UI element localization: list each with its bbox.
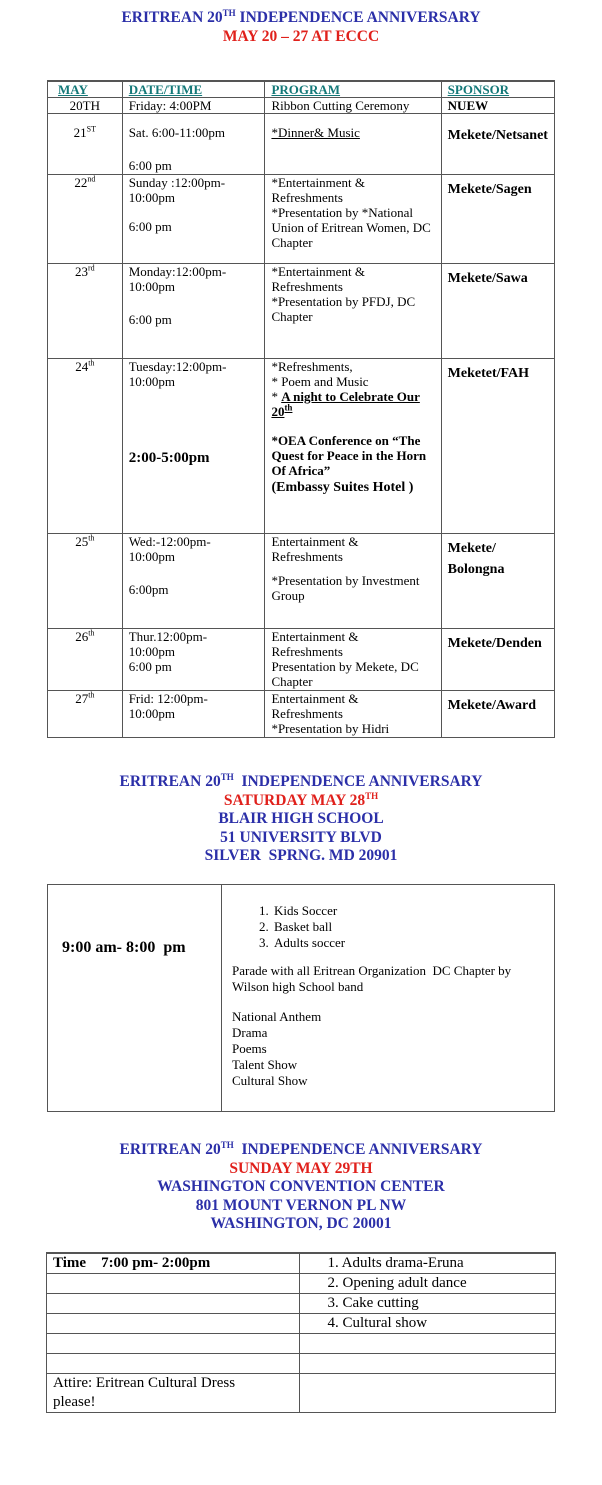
header-main-title: ERITREAN 20TH INDEPENDENCE ANNIVERSARY xyxy=(121,7,481,26)
header-sunday xyxy=(0,1141,602,1234)
list-item: Poems xyxy=(232,1041,267,1056)
header-saturday-city: SILVER SPRNG. MD 20901 xyxy=(204,847,398,864)
date-cell: Monday:12:00pm-10:00pm 6:00 pm xyxy=(122,264,265,359)
list-item: National Anthem xyxy=(232,1009,322,1024)
empty-cell xyxy=(299,1354,556,1374)
list-item: 1. Kids Soccer xyxy=(272,903,544,919)
parade-text: Parade with all Eritrean Organization DC Chapter by Wilson high School band xyxy=(232,963,515,994)
sponsor-cell: Mekete/Netsanet xyxy=(441,114,554,175)
program-cell: Entertainment & Refreshments *Presentation by Investment Group xyxy=(265,534,441,629)
date-cell: Sunday :12:00pm-10:00pm 6:00 pm xyxy=(122,175,265,264)
list-item: 2. Opening adult dance xyxy=(299,1274,556,1294)
date-cell: Frid: 12:00pm-10:00pm xyxy=(122,691,265,738)
sunday-time: Time 7:00 pm- 2:00pm xyxy=(47,1253,300,1274)
col-header-may: MAY xyxy=(48,81,123,98)
table-row xyxy=(48,114,555,175)
header-sunday-venue: WASHINGTON CONVENTION CENTER xyxy=(157,1178,445,1195)
program-cell: Entertainment & Refreshments *Presentation by Hidri xyxy=(265,691,441,738)
empty-cell xyxy=(47,1314,300,1334)
day-cell: 27th xyxy=(48,691,123,738)
header-saturday-title: ERITREAN 20TH INDEPENDENCE ANNIVERSARY xyxy=(119,771,483,790)
table-row xyxy=(48,359,555,534)
table-row xyxy=(47,1253,556,1274)
saturday-activities xyxy=(222,885,555,1112)
header-saturday-address: 51 UNIVERSITY BLVD xyxy=(220,828,382,846)
table-row xyxy=(47,1274,556,1294)
list-item: Cultural Show xyxy=(232,1073,308,1088)
attire-note: Attire: Eritrean Cultural Dress please! xyxy=(47,1374,300,1413)
header-saturday-date: SATURDAY MAY 28TH xyxy=(223,790,379,809)
sponsor-cell: Mekete/ Bolongna xyxy=(441,534,554,629)
table-row xyxy=(47,1354,556,1374)
day-cell: 20TH xyxy=(48,98,123,114)
date-cell: Tuesday:12:00pm-10:00pm 2:00-5:00pm xyxy=(122,359,265,534)
day-cell: 24th xyxy=(48,359,123,534)
program-cell: Entertainment & Refreshments Presentation by Mekete, DC Chapter xyxy=(265,629,441,691)
list-item: Talent Show xyxy=(232,1057,298,1072)
schedule-header-row xyxy=(48,81,555,98)
day-cell: 26th xyxy=(48,629,123,691)
empty-cell xyxy=(47,1294,300,1314)
sunday-table xyxy=(46,1252,556,1413)
table-row xyxy=(48,175,555,264)
program-cell: *Entertainment & Refreshments *Presentation by PFDJ, DC Chapter xyxy=(265,264,441,359)
sponsor-cell: Mekete/Sagen xyxy=(441,175,554,264)
saturday-table xyxy=(47,884,555,1112)
sponsor-cell: Mekete/Sawa xyxy=(441,264,554,359)
program-cell: *Entertainment & Refreshments *Presentation by *National Union of Eritrean Women, DC Chapter xyxy=(265,175,441,264)
header-main-dates: MAY 20 – 27 AT ECCC xyxy=(222,27,380,45)
empty-cell xyxy=(47,1334,300,1354)
day-cell: 23rd xyxy=(48,264,123,359)
table-row xyxy=(48,534,555,629)
empty-cell xyxy=(47,1354,300,1374)
day-cell: 25th xyxy=(48,534,123,629)
list-item: 3. Adults soccer xyxy=(272,935,544,951)
table-row xyxy=(48,629,555,691)
date-cell: Thur.12:00pm-10:00pm 6:00 pm xyxy=(122,629,265,691)
col-header-program: PROGRAM xyxy=(265,81,441,98)
table-row xyxy=(48,98,555,114)
program-cell: *Refreshments, * Poem and Music * A night to Celebrate Our 20th *OEA Conference on “The Quest for Peace in the Horn Of Africa” (Embassy Suites Hotel ) xyxy=(265,359,441,534)
list-item: 2. Basket ball xyxy=(272,919,544,935)
header-saturday-venue: BLAIR HIGH SCHOOL xyxy=(218,810,384,827)
header-sunday-city: WASHINGTON, DC 20001 xyxy=(210,1215,392,1232)
program-cell: *Dinner& Music xyxy=(265,114,441,175)
sponsor-cell: Meketet/FAH xyxy=(441,359,554,534)
table-row xyxy=(47,1334,556,1354)
header-sunday-title: ERITREAN 20TH INDEPENDENCE ANNIVERSARY xyxy=(119,1139,483,1158)
date-cell: Friday: 4:00PM xyxy=(122,98,265,114)
header-saturday xyxy=(0,773,602,866)
date-cell: Sat. 6:00-11:00pm 6:00 pm xyxy=(122,114,265,175)
table-row xyxy=(48,885,555,1112)
saturday-time: 9:00 am- 8:00 pm xyxy=(48,885,222,1112)
program-cell: Ribbon Cutting Ceremony xyxy=(265,98,441,114)
header-sunday-address: 801 MOUNT VERNON PL NW xyxy=(195,1196,407,1214)
day-cell: 22nd xyxy=(48,175,123,264)
table-row xyxy=(47,1294,556,1314)
sponsor-cell: Mekete/Award xyxy=(441,691,554,738)
table-row xyxy=(48,264,555,359)
table-row xyxy=(48,691,555,738)
table-row xyxy=(47,1314,556,1334)
sports-list xyxy=(232,903,544,951)
list-item: 1. Adults drama-Eruna xyxy=(299,1253,556,1274)
sponsor-cell: NUEW xyxy=(441,98,554,114)
schedule-table xyxy=(47,80,555,738)
header-sunday-date: SUNDAY MAY 29TH xyxy=(229,1159,373,1177)
list-item: 3. Cake cutting xyxy=(299,1294,556,1314)
sponsor-cell: Mekete/Denden xyxy=(441,629,554,691)
day-cell: 21ST xyxy=(48,114,123,175)
empty-cell xyxy=(299,1334,556,1354)
list-item: Drama xyxy=(232,1025,268,1040)
table-row xyxy=(47,1374,556,1413)
col-header-sponsor: SPONSOR xyxy=(441,81,554,98)
list-item: 4. Cultural show xyxy=(299,1314,556,1334)
empty-cell xyxy=(47,1274,300,1294)
date-cell: Wed:-12:00pm-10:00pm 6:00pm xyxy=(122,534,265,629)
empty-cell xyxy=(299,1374,556,1413)
col-header-datetime: DATE/TIME xyxy=(122,81,265,98)
header-main xyxy=(0,9,602,46)
